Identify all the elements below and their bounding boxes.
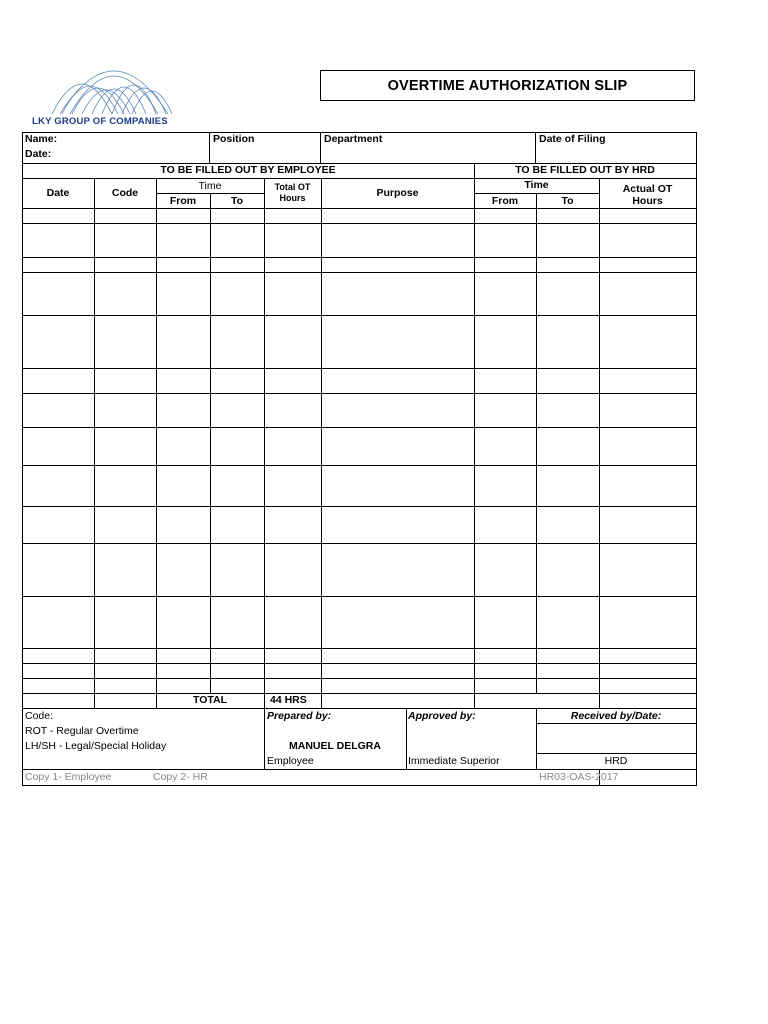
preparer-name: MANUEL DELGRA — [289, 740, 381, 752]
grid-line — [22, 769, 697, 770]
col-hrd-time: Time — [524, 179, 549, 191]
code-legend-lhsh: LH/SH - Legal/Special Holiday — [25, 740, 167, 752]
grid-line — [22, 315, 697, 316]
grid-line — [320, 132, 321, 164]
grid-line — [22, 648, 697, 649]
approved-by-label: Approved by: — [408, 710, 476, 722]
grid-line — [696, 132, 697, 786]
grid-line — [22, 393, 697, 394]
total-label: TOTAL — [192, 694, 228, 706]
prepared-by-label: Prepared by: — [267, 710, 332, 722]
employee-section-header: TO BE FILLED OUT BY EMPLOYEE — [160, 164, 336, 176]
col-to: To — [230, 195, 244, 207]
date-label: Date: — [25, 148, 52, 160]
col-total-ot-2: Hours — [279, 193, 306, 203]
form-title: OVERTIME AUTHORIZATION SLIP — [320, 70, 695, 101]
grid-line — [474, 193, 600, 194]
footer-copy2: Copy 2- HR — [153, 771, 208, 783]
grid-line — [22, 663, 697, 664]
grid-line — [22, 427, 697, 428]
grid-line — [22, 132, 23, 786]
footer-copy1: Copy 1- Employee — [25, 771, 112, 783]
hrd-sign-label: HRD — [604, 755, 628, 767]
position-label: Position — [213, 133, 255, 145]
grid-line — [22, 272, 697, 273]
grid-line — [22, 596, 697, 597]
col-time: Time — [198, 180, 222, 192]
superior-sign-label: Immediate Superior — [408, 755, 500, 767]
grid-line — [536, 753, 697, 754]
col-purpose: Purpose — [376, 187, 419, 199]
grid-line — [22, 693, 697, 694]
col-actual-ot-2: Hours — [632, 195, 663, 207]
received-by-label: Received by/Date: — [570, 710, 662, 722]
date-of-filing-label: Date of Filing — [539, 133, 606, 145]
company-name: LKY GROUP OF COMPANIES — [32, 116, 168, 127]
grid-line — [22, 506, 697, 507]
employee-sign-label: Employee — [267, 755, 314, 767]
col-date: Date — [46, 187, 70, 199]
grid-line — [406, 708, 407, 770]
grid-line — [94, 178, 95, 709]
grid-line — [536, 193, 537, 694]
grid-line — [474, 178, 475, 709]
grid-line — [22, 178, 697, 179]
grid-line — [22, 785, 697, 786]
grid-line — [321, 178, 322, 709]
col-from: From — [169, 195, 197, 207]
code-legend-rot: ROT - Regular Overtime — [25, 725, 139, 737]
grid-line — [264, 178, 265, 709]
total-value: 44 HRS — [270, 694, 307, 706]
grid-line — [22, 223, 697, 224]
grid-line — [22, 257, 697, 258]
grid-line — [22, 708, 697, 709]
grid-line — [22, 368, 697, 369]
logo-arcs-icon — [50, 58, 180, 116]
grid-line — [22, 678, 697, 679]
company-logo — [28, 58, 198, 130]
col-total-ot-1: Total OT — [274, 182, 311, 192]
hrd-section-header: TO BE FILLED OUT BY HRD — [515, 164, 655, 176]
grid-line — [210, 193, 211, 694]
grid-line — [536, 723, 697, 724]
col-code: Code — [111, 187, 139, 199]
code-legend-label: Code: — [25, 710, 54, 722]
col-hrd-from: From — [491, 195, 519, 207]
grid-line — [599, 178, 600, 709]
grid-line — [209, 132, 210, 164]
grid-line — [22, 543, 697, 544]
grid-line — [22, 465, 697, 466]
grid-line — [535, 132, 536, 164]
grid-line — [156, 178, 157, 709]
grid-line — [22, 208, 697, 209]
grid-line — [264, 708, 265, 770]
col-hrd-to: To — [561, 195, 574, 207]
col-actual-ot-1: Actual OT — [622, 183, 673, 195]
department-label: Department — [324, 133, 383, 145]
name-label: Name: — [25, 133, 58, 145]
footer-form-code: HR03-OAS-2017 — [539, 771, 619, 783]
